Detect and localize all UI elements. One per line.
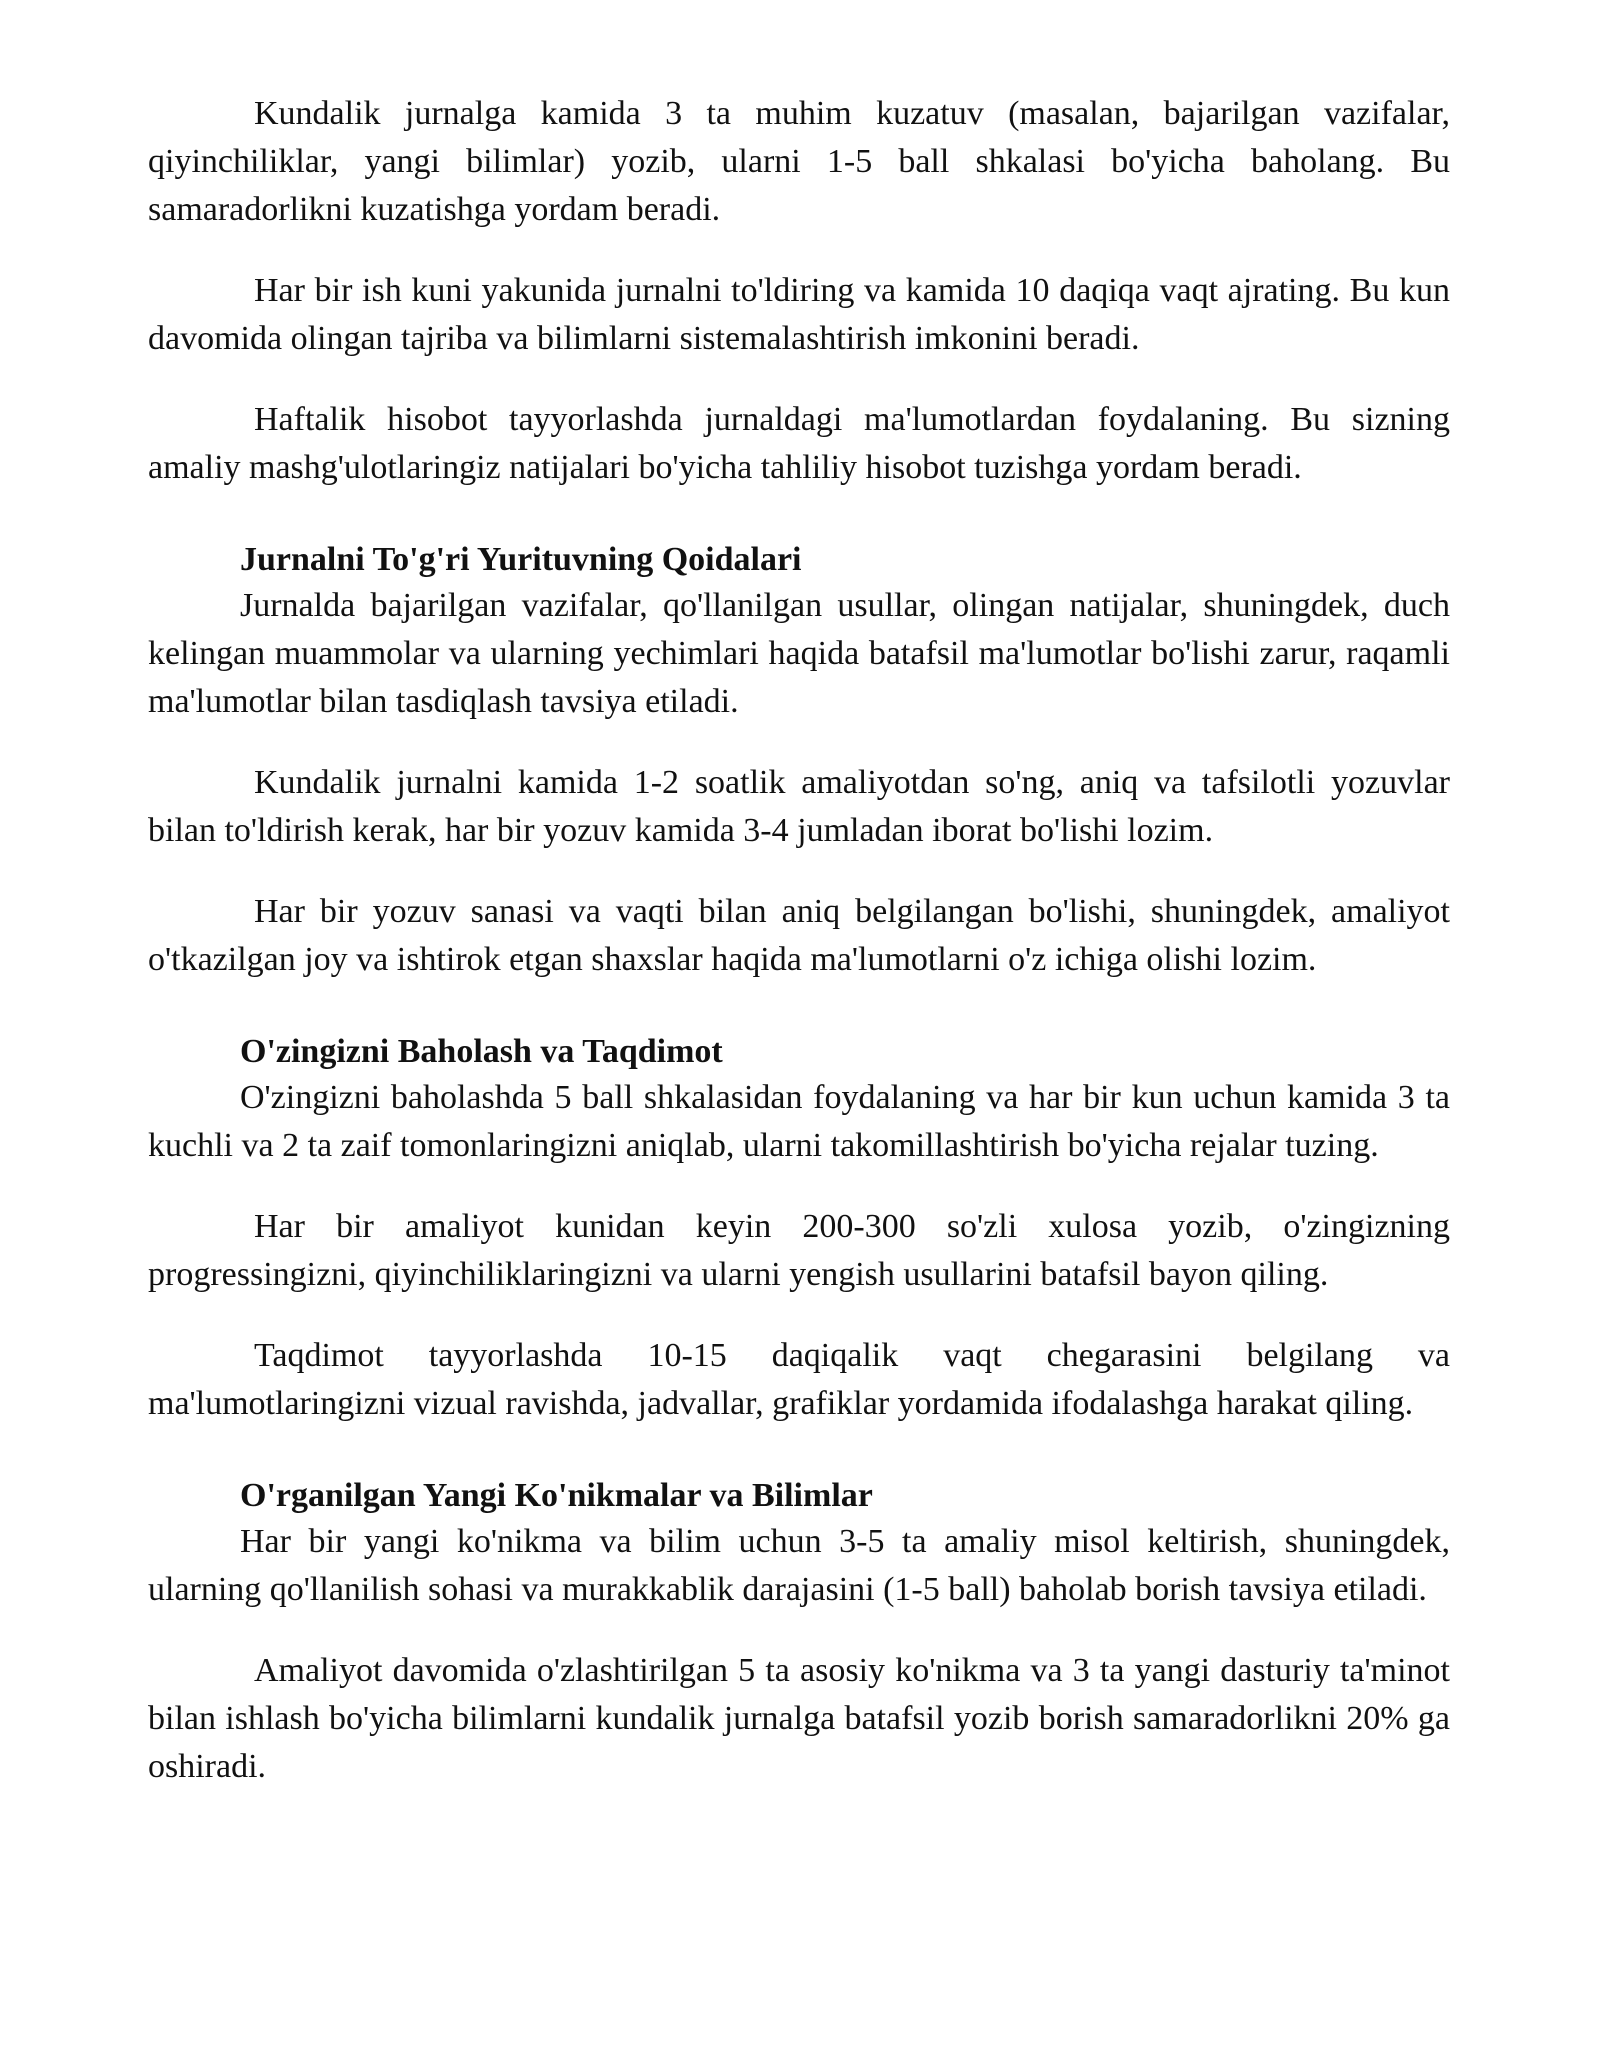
intro-paragraph-3: Haftalik hisobot tayyorlashda jurnaldagi ma'lumotlardan foydalaning. Bu sizning amaliy mashg'ulotlaringiz natijalari bo'yicha tahliliy hisobot tuzishga yordam beradi. <box>148 401 1450 486</box>
intro-paragraph-2: Har bir ish kuni yakunida jurnalni to'ldiring va kamida 10 daqiqa vaqt ajrating. Bu kun davomida olingan tajriba va bilimlarni sistemalashtirish imkonini beradi. <box>148 272 1450 357</box>
section-paragraph: Taqdimot tayyorlashda 10-15 daqiqalik vaqt chegarasini belgilang va ma'lumotlaringizni vizual ravishda, jadvallar, grafiklar yordamida ifodalashga harakat qiling. <box>148 1337 1450 1422</box>
section-paragraph: Har bir amaliyot kunidan keyin 200-300 so'zli xulosa yozib, o'zingizning progressingizni, qiyinchiliklaringizni va ularni yengish usullarini batafsil bayon qiling. <box>148 1208 1450 1293</box>
section-paragraph: Kundalik jurnalni kamida 1-2 soatlik amaliyotdan so'ng, aniq va tafsilotli yozuvlar bilan to'ldirish kerak, har bir yozuv kamida 3-4 jumladan iborat bo'lishi lozim. <box>148 764 1450 849</box>
intro-block <box>148 90 1450 492</box>
section-paragraph: Har bir yozuv sanasi va vaqti bilan aniq belgilangan bo'lishi, shuningdek, amaliyot o'tkazilgan joy va ishtirok etgan shaxslar haqida ma'lumotlarni o'z ichiga olishi lozim. <box>148 893 1450 978</box>
section-heading: O'rganilgan Yangi Ko'nikmalar va Bilimlar <box>240 1477 873 1514</box>
section-paragraph: Har bir yangi ko'nikma va bilim uchun 3-5 ta amaliy misol keltirish, shuningdek, ularning qo'llanilish sohasi va murakkablik darajasini (1-5 ball) baholab borish tavsiya etiladi. <box>148 1523 1450 1608</box>
section-self-assessment <box>148 1030 1450 1428</box>
section-new-skills <box>148 1474 1450 1791</box>
intro-paragraph-1: Kundalik jurnalga kamida 3 ta muhim kuzatuv (masalan, bajarilgan vazifalar, qiyinchiliklar, yangi bilimlar) yozib, ularni 1-5 ball shkalasi bo'yicha baholang. Bu samaradorlikni kuzatishga yordam beradi. <box>148 95 1450 228</box>
section-paragraph: O'zingizni baholashda 5 ball shkalasidan foydalaning va har bir kun uchun kamida 3 ta kuchli va 2 ta zaif tomonlaringizni aniqlab, ularni takomillashtirish bo'yicha rejalar tuzing. <box>148 1079 1450 1164</box>
section-heading: O'zingizni Baholash va Taqdimot <box>240 1033 723 1070</box>
section-journal-rules <box>148 538 1450 984</box>
section-paragraph: Amaliyot davomida o'zlashtirilgan 5 ta asosiy ko'nikma va 3 ta yangi dasturiy ta'minot bilan ishlash bo'yicha bilimlarni kundalik jurnalga batafsil yozib borish samaradorlikni 20% ga oshiradi. <box>148 1652 1450 1785</box>
document-page <box>148 90 1450 1791</box>
section-paragraph: Jurnalda bajarilgan vazifalar, qo'llanilgan usullar, olingan natijalar, shuningdek, duch kelingan muammolar va ularning yechimlari haqida batafsil ma'lumotlar bo'lishi zarur, raqamli ma'lumotlar bilan tasdiqlash tavsiya etiladi. <box>148 587 1450 720</box>
section-heading: Jurnalni To'g'ri Yurituvning Qoidalari <box>240 541 802 578</box>
